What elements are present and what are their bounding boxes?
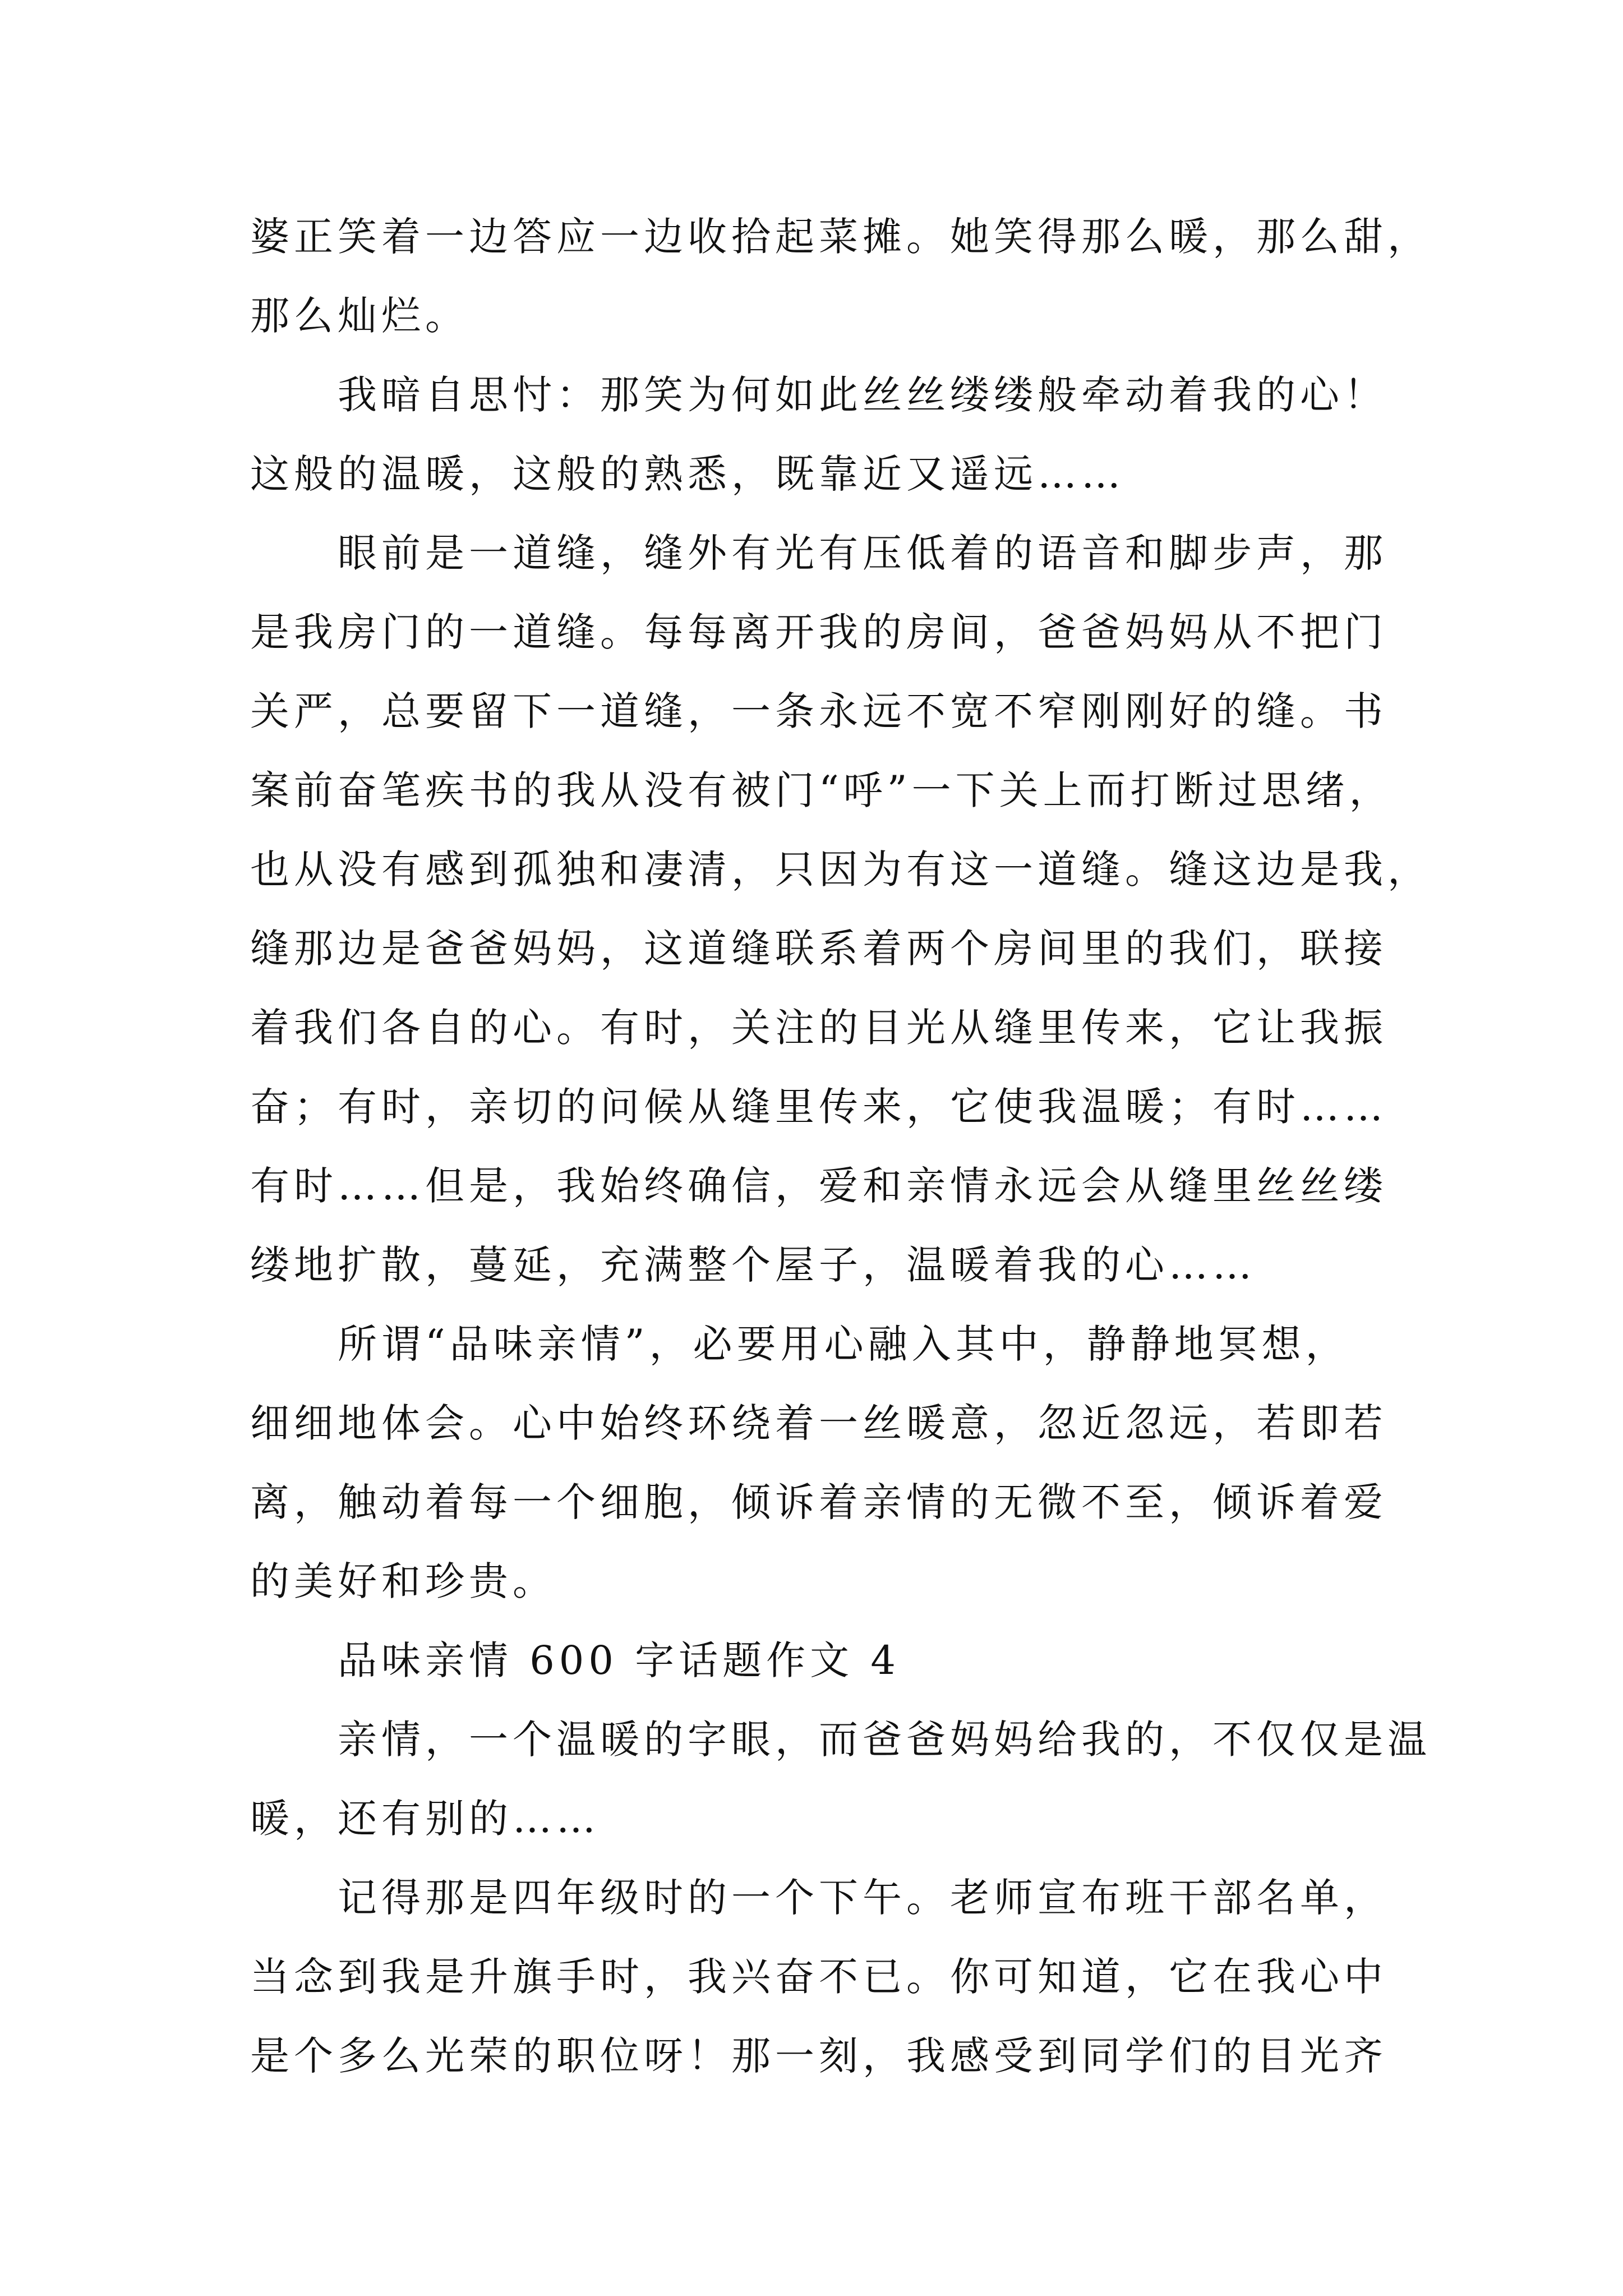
text-line: 所谓“品味亲情”，必要用心融入其中，静静地冥想， <box>338 1321 1349 1367</box>
text-line: 记得那是四年级时的一个下午。老师宣布班干部名单， <box>338 1875 1387 1921</box>
text-line: 亲情，一个温暖的字眼，而爸爸妈妈给我的，不仅仅是温 <box>338 1717 1431 1763</box>
text-line: 是我房门的一道缝。每每离开我的房间，爸爸妈妈从不把门 <box>250 609 1387 655</box>
text-line: 离，触动着每一个细胞，倾诉着亲情的无微不至，倾诉着爱 <box>250 1479 1387 1525</box>
text-line: 有时……但是，我始终确信，爱和亲情永远会从缝里丝丝缕 <box>250 1163 1387 1209</box>
text-line: 着我们各自的心。有时，关注的目光从缝里传来，它让我振 <box>250 1005 1387 1051</box>
text-line: 缝那边是爸爸妈妈，这道缝联系着两个房间里的我们，联接 <box>250 926 1387 972</box>
body-text <box>250 197 1431 2096</box>
text-line: 我暗自思忖：那笑为何如此丝丝缕缕般牵动着我的心！ <box>338 372 1387 418</box>
text-line: 当念到我是升旗手时，我兴奋不已。你可知道，它在我心中 <box>250 1954 1387 2000</box>
text-line: 那么灿烂。 <box>250 293 469 339</box>
text-line: 这般的温暖，这般的熟悉，既靠近又遥远…… <box>250 451 1125 497</box>
text-line: 案前奋笔疾书的我从没有被门“呼”一下关上而打断过思绪， <box>250 767 1393 813</box>
text-line: 奋；有时，亲切的问候从缝里传来，它使我温暖；有时…… <box>250 1084 1387 1130</box>
text-line: 也从没有感到孤独和凄清，只因为有这一道缝。缝这边是我， <box>250 846 1431 892</box>
text-line: 缕地扩散，蔓延，充满整个屋子，温暖着我的心…… <box>250 1242 1256 1288</box>
section-heading: 品味亲情 600 字话题作文 4 <box>338 1637 900 1683</box>
text-line: 的美好和珍贵。 <box>250 1558 556 1604</box>
text-line: 婆正笑着一边答应一边收拾起菜摊。她笑得那么暖，那么甜， <box>250 214 1431 260</box>
text-line: 暖，还有别的…… <box>250 1796 600 1842</box>
text-line: 眼前是一道缝，缝外有光有压低着的语音和脚步声，那 <box>338 530 1387 576</box>
text-line: 是个多么光荣的职位呀！那一刻，我感受到同学们的目光齐 <box>250 2033 1387 2079</box>
text-line: 关严，总要留下一道缝，一条永远不宽不窄刚刚好的缝。书 <box>250 688 1387 734</box>
text-line: 细细地体会。心中始终环绕着一丝暖意，忽近忽远，若即若 <box>250 1400 1387 1446</box>
